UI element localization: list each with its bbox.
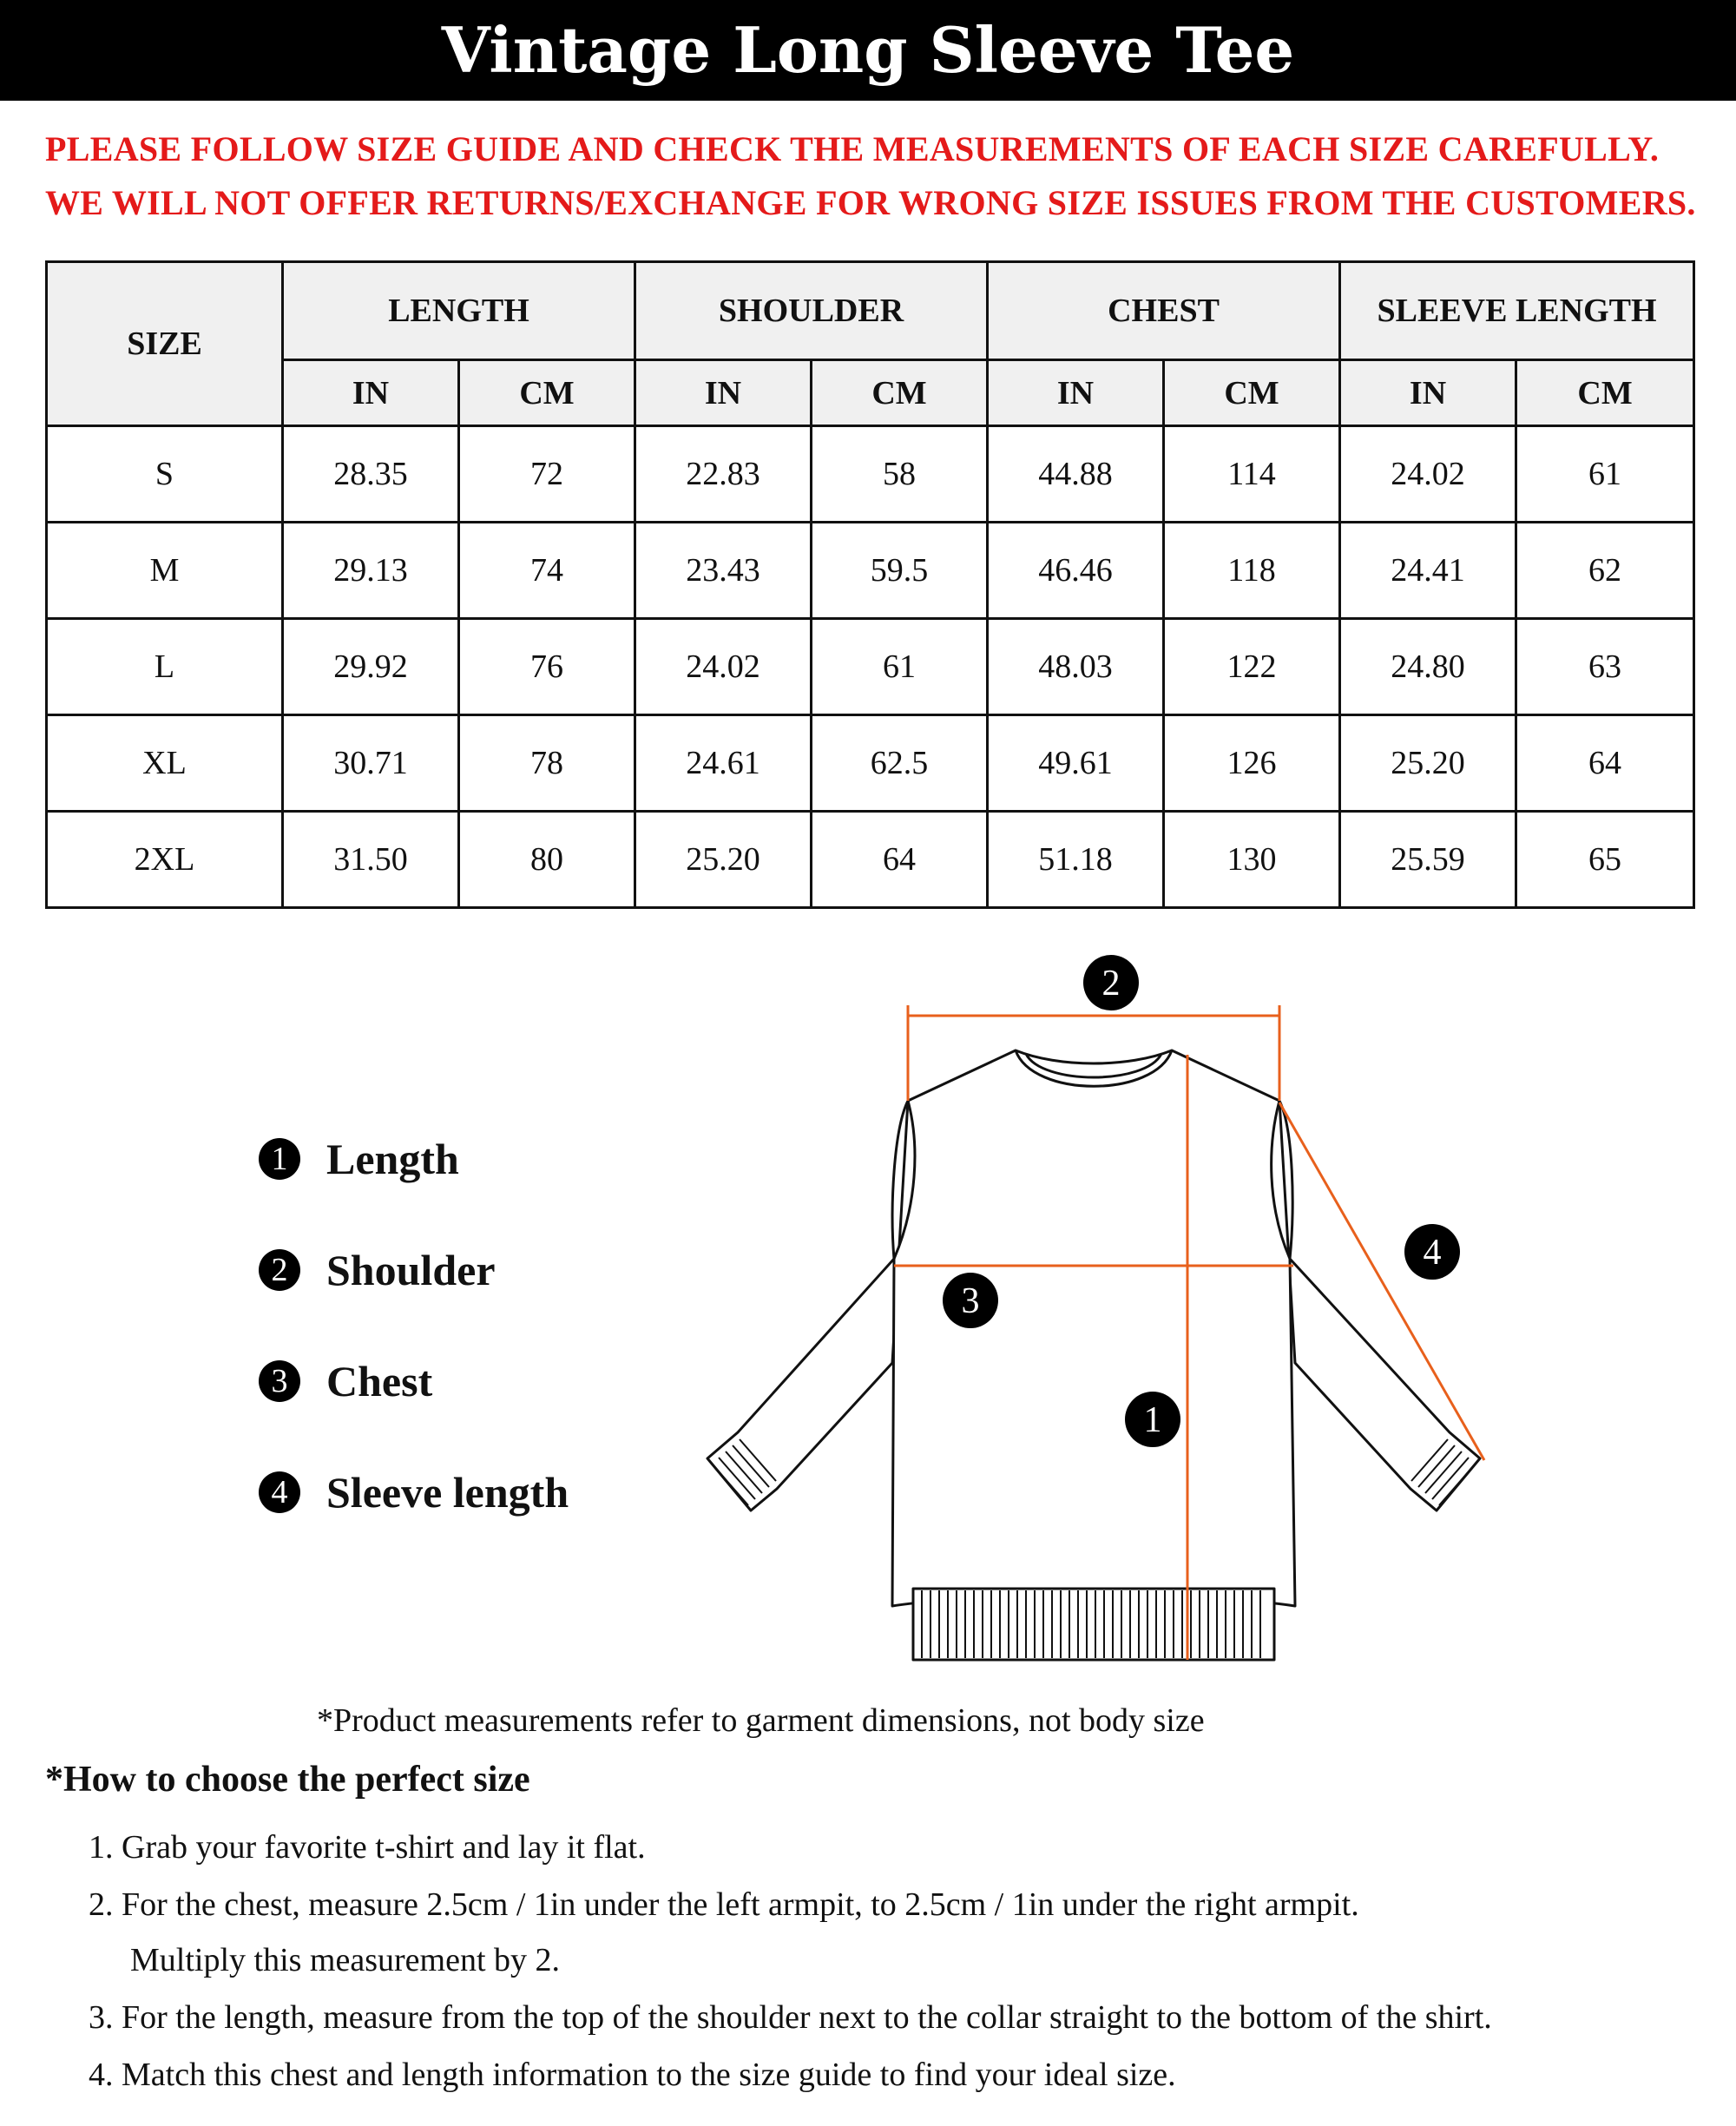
shirt-hem: [913, 1589, 1274, 1660]
table-cell: 49.61: [988, 715, 1164, 812]
table-cell: 130: [1164, 812, 1340, 908]
left-sleeve: [707, 1101, 908, 1511]
table-cell: 24.61: [635, 715, 812, 812]
legend-label: Length: [326, 1135, 459, 1183]
legend-label: Shoulder: [326, 1246, 496, 1294]
shirt-outline: [707, 1050, 1480, 1660]
table-cell: 24.41: [1340, 523, 1516, 619]
table-cell: 22.83: [635, 426, 812, 523]
table-row: [47, 619, 1694, 715]
table-cell: 23.43: [635, 523, 812, 619]
table-cell: 30.71: [283, 715, 459, 812]
size-cell: M: [47, 523, 283, 619]
howto-title: *How to choose the perfect size: [45, 1760, 530, 1800]
table-cell: 29.92: [283, 619, 459, 715]
table-cell: 64: [812, 812, 988, 908]
marker-1: [1125, 1392, 1180, 1447]
table-cell: 31.50: [283, 812, 459, 908]
marker-2-label: 2: [1101, 964, 1121, 1004]
legend-number-icon: 4: [259, 1471, 300, 1513]
size-cell: L: [47, 619, 283, 715]
howto-step-2-continued: Multiply this measurement by 2.: [130, 1942, 561, 1978]
table-row: [47, 426, 1694, 523]
table-cell: 46.46: [988, 523, 1164, 619]
table-cell: 29.13: [283, 523, 459, 619]
unit-header: CM: [459, 360, 635, 426]
table-cell: 76: [459, 619, 635, 715]
table-cell: 59.5: [812, 523, 988, 619]
table-cell: 62.5: [812, 715, 988, 812]
table-cell: 61: [812, 619, 988, 715]
header-sleeve-length: SLEEVE LENGTH: [1340, 262, 1694, 360]
howto-step-4: 4. Match this chest and length information to the size guide to find your ideal size.: [89, 2057, 1176, 2093]
legend-sleeve-length: [259, 1462, 569, 1523]
table-cell: 65: [1516, 812, 1694, 908]
table-cell: 61: [1516, 426, 1694, 523]
unit-header: IN: [1340, 360, 1516, 426]
header-size: SIZE: [47, 262, 283, 426]
unit-header: IN: [283, 360, 459, 426]
size-cell: S: [47, 426, 283, 523]
size-table: [45, 260, 1695, 909]
warning-line-2: WE WILL NOT OFFER RETURNS/EXCHANGE FOR WRONG SIZE ISSUES FROM THE CUSTOMERS.: [45, 183, 1696, 222]
marker-3: [943, 1273, 998, 1328]
table-row: [47, 523, 1694, 619]
unit-header: CM: [812, 360, 988, 426]
howto-step-1: 1. Grab your favorite t-shirt and lay it flat.: [89, 1829, 646, 1866]
table-cell: 118: [1164, 523, 1340, 619]
legend-number-icon: 2: [259, 1249, 300, 1291]
howto-step-2: 2. For the chest, measure 2.5cm / 1in under the left armpit, to 2.5cm / 1in under the right armpit.: [89, 1886, 1359, 1923]
header-shoulder: SHOULDER: [635, 262, 988, 360]
table-cell: 78: [459, 715, 635, 812]
size-cell: 2XL: [47, 812, 283, 908]
unit-header: IN: [988, 360, 1164, 426]
table-cell: 48.03: [988, 619, 1164, 715]
table-row: [47, 715, 1694, 812]
legend-label: Sleeve length: [326, 1468, 569, 1517]
legend-chest: [259, 1351, 432, 1412]
header-chest: CHEST: [988, 262, 1340, 360]
legend-number-icon: 1: [259, 1138, 300, 1180]
table-cell: 74: [459, 523, 635, 619]
table-cell: 63: [1516, 619, 1694, 715]
table-cell: 44.88: [988, 426, 1164, 523]
table-cell: 25.20: [635, 812, 812, 908]
table-cell: 64: [1516, 715, 1694, 812]
table-cell: 24.02: [635, 619, 812, 715]
header-length: LENGTH: [283, 262, 635, 360]
table-cell: 25.59: [1340, 812, 1516, 908]
size-cell: XL: [47, 715, 283, 812]
legend-label: Chest: [326, 1357, 433, 1405]
table-cell: 80: [459, 812, 635, 908]
shirt-diagram: [608, 946, 1580, 1675]
table-row: [47, 812, 1694, 908]
table-cell: 24.02: [1340, 426, 1516, 523]
unit-header: IN: [635, 360, 812, 426]
legend-length: [259, 1129, 459, 1189]
table-cell: 114: [1164, 426, 1340, 523]
page-title: Vintage Long Sleeve Tee: [441, 13, 1295, 87]
marker-4: [1404, 1224, 1460, 1280]
unit-header: CM: [1164, 360, 1340, 426]
table-cell: 28.35: [283, 426, 459, 523]
marker-2: [1083, 955, 1139, 1010]
howto-step-3: 3. For the length, measure from the top of the shoulder next to the collar straight to the bottom of the shirt.: [89, 1999, 1492, 2036]
table-cell: 126: [1164, 715, 1340, 812]
table-cell: 62: [1516, 523, 1694, 619]
shirt-body: [892, 1050, 1295, 1606]
unit-header: CM: [1516, 360, 1694, 426]
legend-shoulder: [259, 1240, 496, 1300]
warning-line-1: PLEASE FOLLOW SIZE GUIDE AND CHECK THE MEASUREMENTS OF EACH SIZE CAREFULLY.: [45, 129, 1660, 168]
right-sleeve: [1279, 1101, 1480, 1511]
marker-1-label: 1: [1143, 1400, 1162, 1440]
table-cell: 25.20: [1340, 715, 1516, 812]
measurement-note: *Product measurements refer to garment dimensions, not body size: [317, 1702, 1205, 1739]
marker-4-label: 4: [1423, 1233, 1442, 1273]
marker-3-label: 3: [961, 1281, 980, 1321]
table-cell: 24.80: [1340, 619, 1516, 715]
legend-number-icon: 3: [259, 1360, 300, 1402]
table-cell: 51.18: [988, 812, 1164, 908]
table-cell: 72: [459, 426, 635, 523]
table-cell: 122: [1164, 619, 1340, 715]
table-cell: 58: [812, 426, 988, 523]
